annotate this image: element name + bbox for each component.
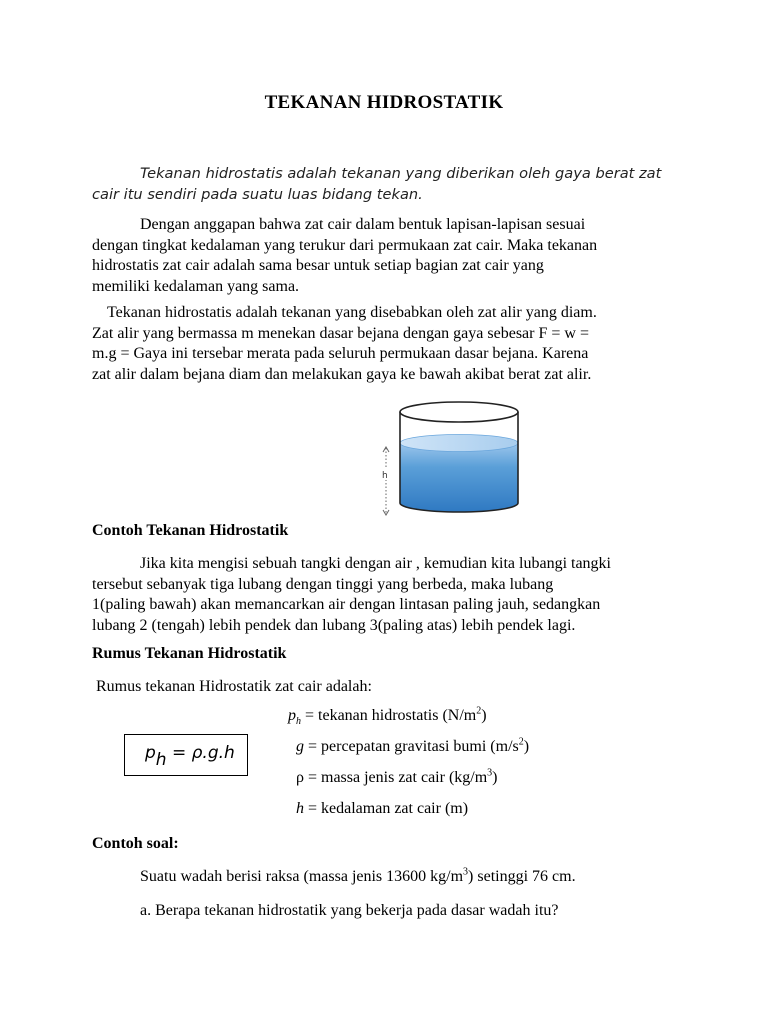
formula-lhs: p: [145, 743, 156, 763]
paragraph-line: Dengan anggapan bahwa zat cair dalam bentuk lapisan-lapisan sesuai: [140, 216, 586, 233]
paragraph-line: zat alir dalam bejana diam dan melakukan gaya ke bawah akibat berat zat alir.: [92, 365, 592, 383]
definition-h: h = kedalaman zat cair (m): [296, 800, 469, 817]
paragraph-line: dengan tingkat kedalaman yang terukur dari permukaan zat cair. Maka tekanan: [92, 236, 598, 254]
paragraph-line: memiliki kedalaman yang sama.: [92, 277, 300, 295]
variable-definitions: [288, 707, 529, 831]
intro-line-2: cair itu sendiri pada suatu luas bidang tekan.: [92, 186, 423, 203]
paragraph-fluid-at-rest: [92, 303, 672, 385]
page-title: TEKANAN HIDROSTATIK: [264, 92, 504, 113]
paragraph-line: lubang 2 (tengah) lebih pendek dan lubang 3(paling atas) lebih pendek lagi.: [92, 616, 576, 634]
cylinder-rim: [400, 402, 518, 422]
paragraph-line: hidrostatis zat cair adalah sama besar untuk setiap bagian zat cair yang: [92, 257, 544, 274]
paragraph-line: Tekanan hidrostatis adalah tekanan yang disebabkan oleh zat alir yang diam.: [107, 304, 597, 321]
paragraph-tank-holes: [92, 554, 672, 636]
intro-definition: [92, 163, 672, 205]
soal-statement: Suatu wadah berisi raksa (massa jenis 13600 $kg/m^3$) setinggi 76 cm.: [140, 866, 576, 885]
formula-lhs-subscript: h: [155, 750, 167, 770]
depth-label: h: [382, 471, 388, 481]
question-a: a. Berapa tekanan hidrostatik yang bekerja pada dasar wadah itu?: [140, 902, 559, 919]
definition-g: g = percepatan gravitasi bumi $(m/s^2)$: [296, 736, 530, 755]
paragraph-line: 1(paling bawah) akan memancarkan air dengan lintasan paling jauh, sedangkan: [92, 596, 601, 613]
formula: [145, 743, 235, 770]
heading-rumus: Rumus Tekanan Hidrostatik: [92, 645, 287, 662]
definition-rho: ρ = massa jenis zat cair $(kg/m^3)$: [296, 767, 498, 786]
heading-contoh: Contoh Tekanan Hidrostatik: [92, 522, 289, 539]
cylinder-illustration: [378, 396, 528, 522]
paragraph-layers: [92, 215, 672, 297]
paragraph-line: tersebut sebanyak tiga lubang dengan tinggi yang berbeda, maka lubang: [92, 575, 554, 593]
formula-rhs: = ρ.g.h: [166, 743, 235, 763]
heading-contoh-soal: Contoh soal:: [92, 835, 179, 852]
paragraph-line: m.g = Gaya ini tersebar merata pada seluruh permukaan dasar bejana. Karena: [92, 345, 589, 362]
rumus-intro: Rumus tekanan Hidrostatik zat cair adalah:: [96, 678, 372, 695]
paragraph-line: Zat alir yang bermassa m menekan dasar bejana dengan gaya sebesar F = w =: [92, 324, 589, 342]
water-body: [400, 443, 518, 512]
formula-box: [124, 734, 248, 776]
paragraph-line: Jika kita mengisi sebuah tangki dengan air , kemudian kita lubangi tangki: [140, 555, 611, 572]
water-surface: [400, 435, 518, 452]
water-cylinder-figure: [378, 396, 528, 522]
intro-line-1: Tekanan hidrostatis adalah tekanan yang diberikan oleh gaya berat zat: [140, 165, 662, 182]
definition-ph: $p_h$ = tekanan hidrostatis $(N/m^2)$: [288, 705, 487, 728]
